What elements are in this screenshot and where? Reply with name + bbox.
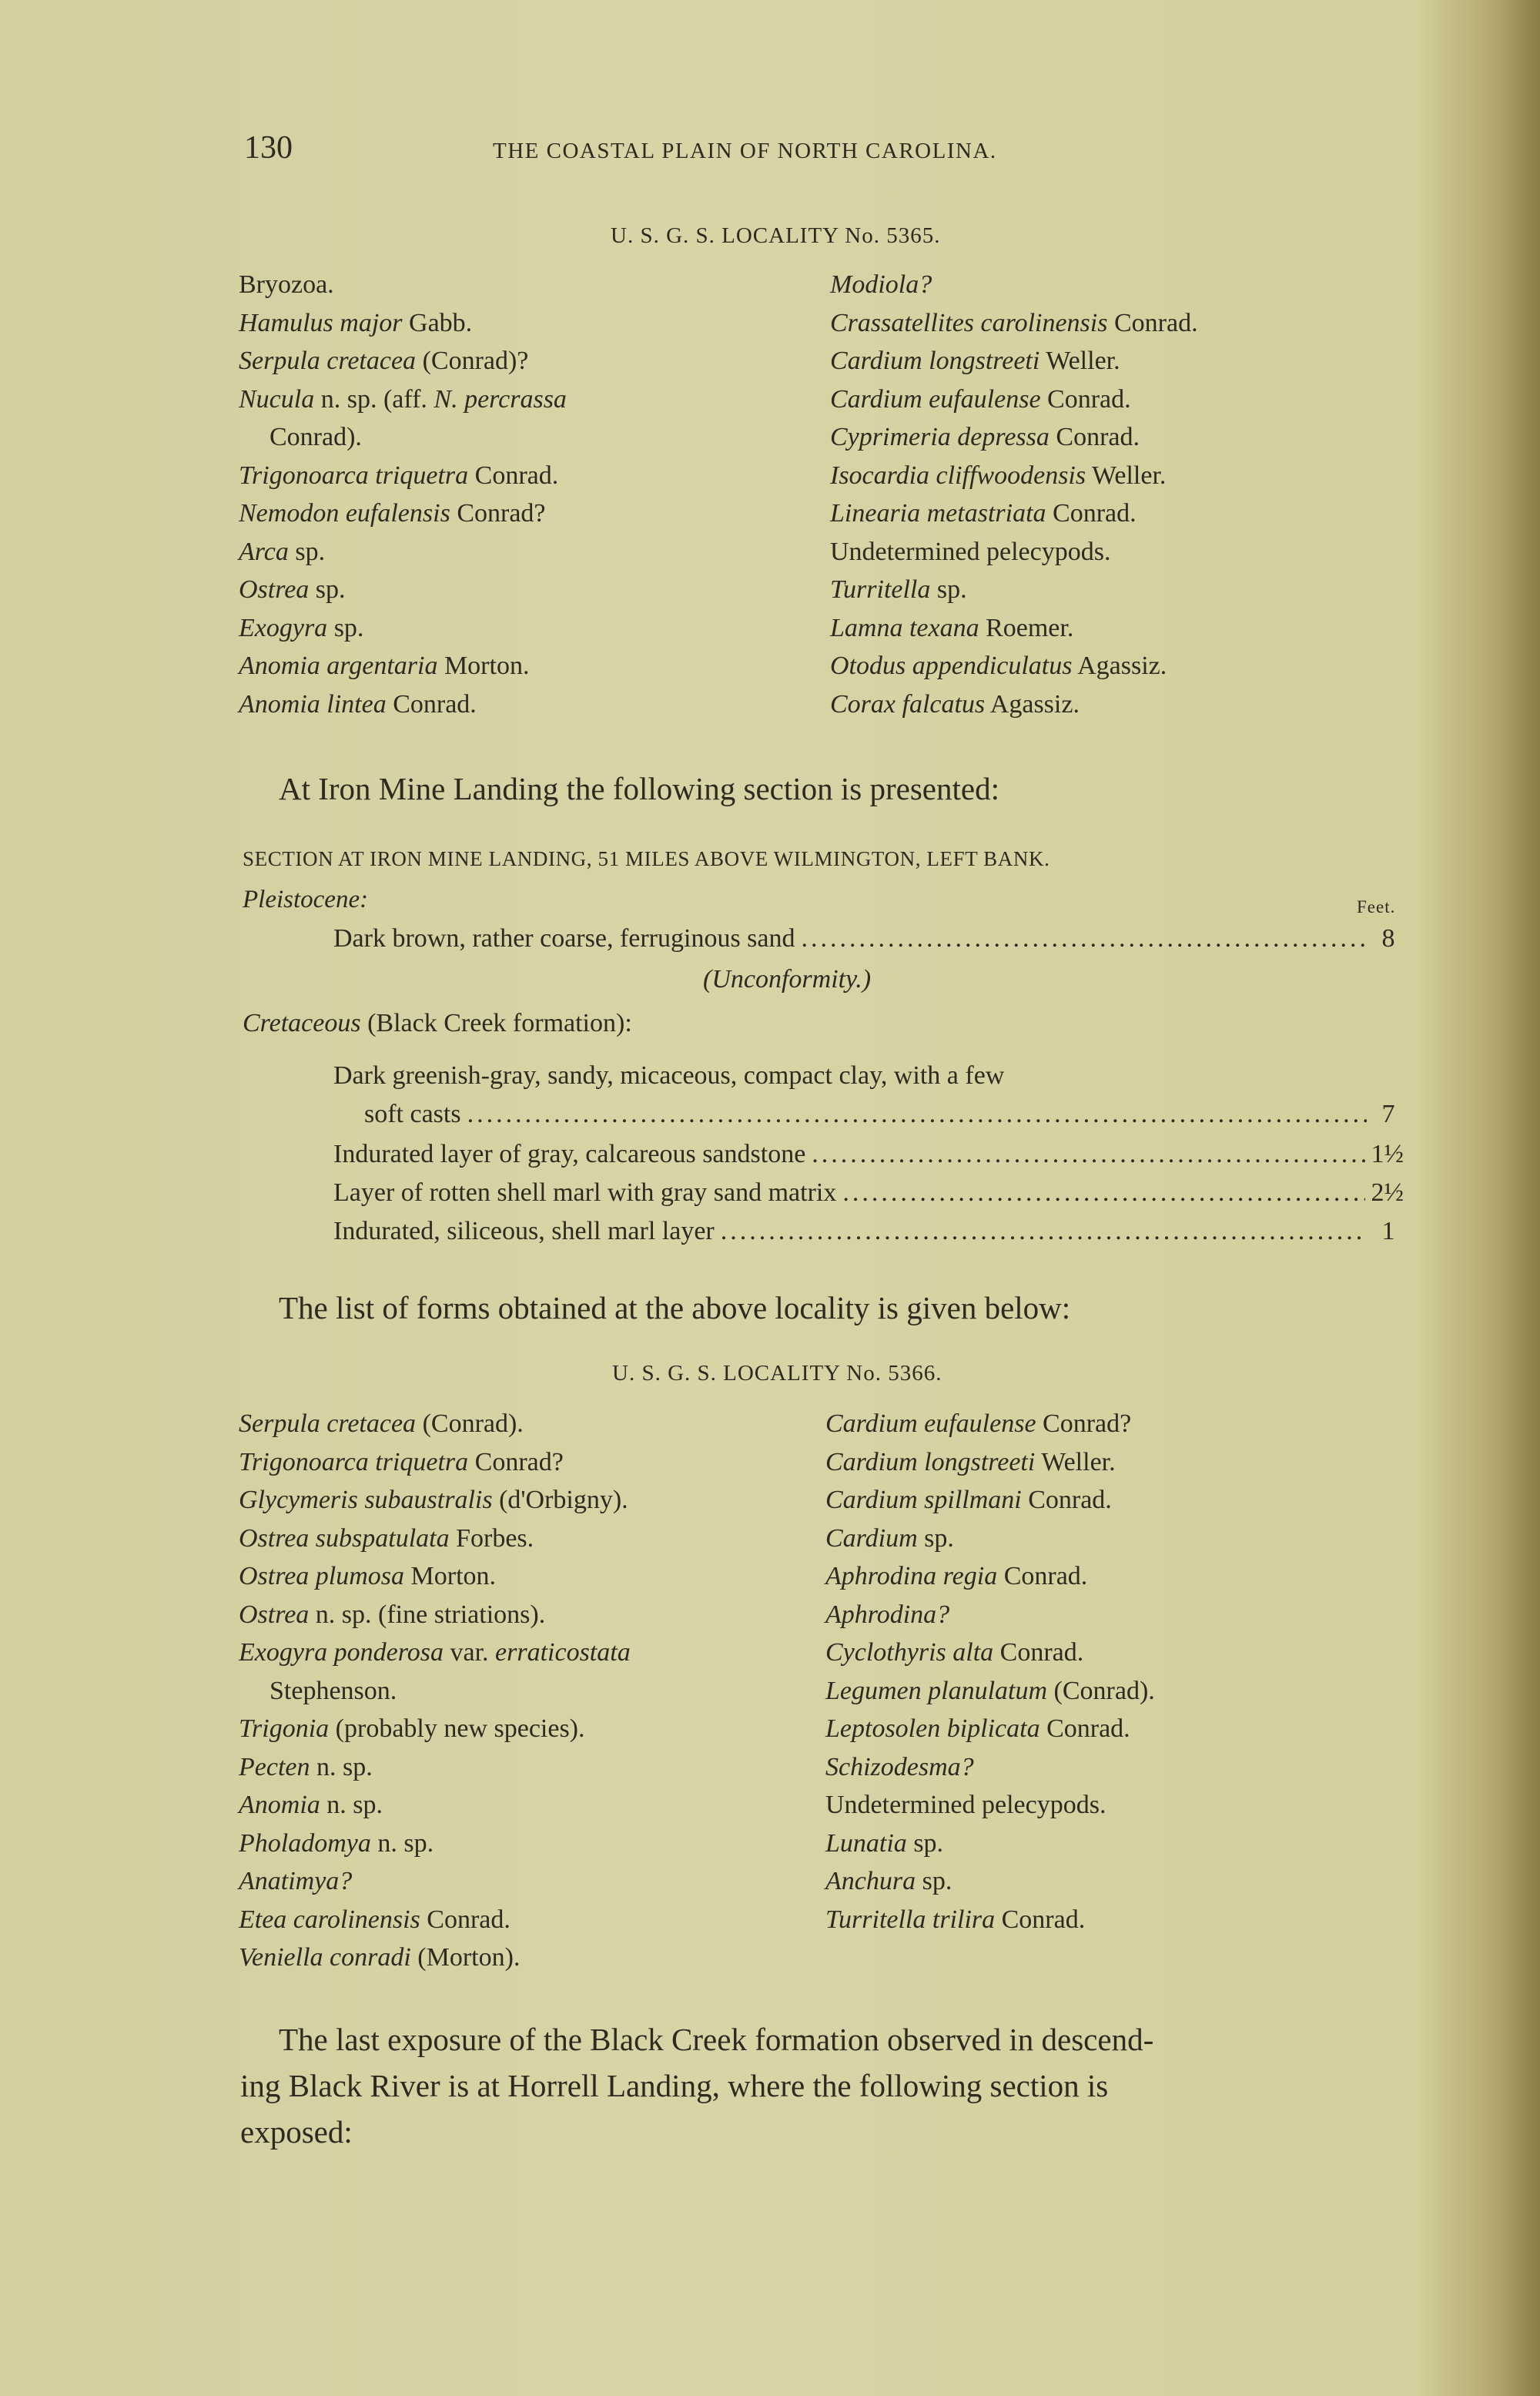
row-description: Layer of rotten shell marl with gray sand matrix [333,1178,837,1207]
species-name: Anatimya? [239,1867,353,1895]
species-entry [825,1786,1155,1825]
species-name: Ostrea subspatulata [239,1523,450,1553]
species-entry [830,647,1198,685]
species-authority: (d'Orbigny). [492,1486,628,1514]
species-authority: (Conrad). [416,1409,524,1438]
leader-dots [842,1178,1364,1208]
species-authority: n. sp. (fine striations). [309,1600,546,1629]
species-name: Cardium [825,1523,918,1553]
species-name: Modiola? [830,270,932,299]
species-authority: Weller. [1040,347,1120,375]
species-entry [830,304,1198,343]
species-name: Serpula cretacea [239,1409,417,1438]
species-authority: Conrad? [450,499,546,528]
species-name: N. percrassa [434,384,567,414]
species-name: Legumen planulatum [825,1676,1048,1705]
species-authority: Forbes. [449,1523,534,1553]
species-authority: sp. [309,575,346,604]
section-row-clay [364,1100,1404,1129]
species-entry [239,609,567,648]
species-entry [830,342,1198,380]
species-entry [239,380,567,419]
species-name: erraticostata [495,1638,631,1667]
species-entry [239,266,567,304]
species-entry [239,1634,631,1672]
species-entry [239,533,567,571]
species-entry [825,1596,1155,1634]
species-name: Crassatellites carolinensis [830,308,1108,337]
species-entry [825,1825,1155,1863]
cretaceous-formation: (Black Creek formation): [360,1009,632,1037]
species-authority: Weller. [1086,461,1167,490]
species-name: Cardium spillmani [825,1486,1022,1514]
locality-5365-left-list [239,266,567,723]
species-name: Exogyra ponderosa [239,1638,444,1667]
species-entry [239,647,567,685]
section-heading: SECTION AT IRON MINE LANDING, 51 MILES ABOVE WILMINGTON, LEFT BANK. [243,847,1050,870]
leader-dots [812,1140,1364,1169]
species-authority: Roemer. [979,613,1074,642]
species-name: Serpula cretacea [239,347,417,375]
species-name: Pecten [239,1752,310,1781]
pleistocene-label: Pleistocene: [243,886,369,913]
species-entry [830,457,1198,495]
species-authority: sp. [916,1867,952,1895]
species-authority: (Morton). [410,1943,521,1972]
species-name: Veniella conradi [239,1943,411,1972]
species-entry [825,1862,1155,1901]
species-entry [239,1481,631,1520]
species-name: Lamna texana [830,613,979,642]
species-entry [825,1520,1155,1558]
row-description: Indurated layer of gray, calcareous sandstone [333,1140,806,1168]
feet-column-label: Feet. [1357,897,1396,917]
species-entry [239,1672,631,1711]
species-entry [239,494,567,533]
species-entry [239,1596,631,1634]
species-name: Nemodon eufalensis [239,499,450,528]
species-authority: Conrad. [1040,1714,1130,1743]
species-entry [825,1443,1155,1482]
species-authority: Conrad. [1046,499,1137,528]
species-entry [239,571,567,609]
species-entry [830,418,1198,457]
species-authority: n. sp. [320,1791,383,1819]
row-description: soft casts [364,1100,461,1128]
species-entry [239,1901,631,1939]
locality-5366-right-list [825,1405,1155,1939]
leader-dots [802,924,1368,953]
species-entry [239,304,567,343]
species-authority: Conrad. [420,1905,511,1934]
row-description: Indurated, siliceous, shell marl layer [333,1217,715,1245]
species-entry [830,533,1198,571]
species-authority: sp. [930,575,967,604]
species-name: Cardium eufaulense [830,384,1041,414]
cretaceous-heading [243,1009,632,1038]
locality-5366-heading: U. S. G. S. LOCALITY No. 5366. [612,1361,942,1386]
species-name: Exogyra [239,613,328,642]
species-authority: Weller. [1035,1447,1116,1476]
species-authority: var. [443,1638,496,1667]
species-name: Ostrea plumosa [239,1562,405,1590]
section-row-clay-line1: Dark greenish-gray, sandy, micaceous, compact clay, with a few [333,1061,1005,1090]
species-entry [825,1557,1155,1596]
species-entry [239,1557,631,1596]
species-name: Aphrodina? [825,1600,950,1629]
species-entry [239,1405,631,1443]
species-authority: (probably new species). [329,1714,585,1743]
row-value: 1 [1381,1217,1395,1245]
species-authority: sp. [327,613,364,642]
paragraph-iron-mine: At Iron Mine Landing the following section is presented: [279,771,999,806]
species-entry [239,457,567,495]
species-name: Ostrea [239,575,310,604]
species-name: Trigonoarca triquetra [239,461,469,490]
species-authority: Gabb. [402,308,473,337]
species-authority: Conrad. [993,1638,1084,1667]
species-entry [825,1710,1155,1748]
species-authority: Conrad). [270,423,362,451]
paragraph-last-exposure [240,2016,1434,2155]
species-name: Leptosolen biplicata [825,1714,1040,1743]
species-authority: Conrad. [1049,423,1140,451]
species-entry [825,1634,1155,1672]
species-name: Arca [239,537,289,566]
species-name: Anomia lintea [239,689,387,719]
row-value: 7 [1381,1100,1395,1128]
species-name: Hamulus major [239,308,403,337]
paragraph-list-forms: The list of forms obtained at the above locality is given below: [279,1290,1071,1325]
species-entry [825,1481,1155,1520]
species-name: Cyclothyris alta [825,1638,994,1667]
row-value: 1½ [1371,1140,1404,1168]
species-entry [830,494,1198,533]
species-authority: Conrad. [1021,1486,1112,1514]
species-authority: sp. [917,1523,954,1553]
species-entry [239,1786,631,1825]
species-entry [830,571,1198,609]
species-name: Anchura [825,1867,916,1895]
species-name: Corax falcatus [830,689,986,719]
species-name: Turritella [830,575,931,604]
species-authority: Morton. [404,1562,497,1590]
page-number: 130 [244,130,293,166]
species-entry [239,1825,631,1863]
section-row-marl [333,1178,1404,1208]
species-entry [239,1862,631,1901]
section-row-siliceous [333,1217,1404,1246]
species-authority: Agassiz. [985,689,1080,719]
species-name: Cardium longstreeti [830,347,1040,375]
running-title: THE COASTAL PLAIN OF NORTH CAROLINA. [493,139,997,163]
species-authority: Stephenson. [270,1676,397,1705]
species-authority: Conrad? [1036,1409,1132,1438]
cretaceous-label: Cretaceous [243,1009,361,1037]
species-entry [830,266,1198,304]
species-name: Trigonoarca triquetra [239,1447,469,1476]
species-name: Etea carolinensis [239,1905,420,1934]
species-authority: Bryozoa. [239,270,334,299]
species-authority: Morton. [437,652,530,680]
species-authority: (Conrad)? [416,347,529,375]
species-name: Aphrodina regia [825,1562,998,1590]
locality-5365-right-list [830,266,1198,723]
leader-dots [721,1217,1367,1246]
species-entry [239,1520,631,1558]
row-value: 8 [1381,924,1395,953]
species-name: Cardium eufaulense [825,1409,1036,1438]
species-entry [239,1710,631,1748]
section-row-sand [333,924,1404,953]
locality-5366-left-list [239,1405,631,1977]
species-authority: n. sp. [310,1752,373,1781]
species-authority: Undetermined pelecypods. [830,537,1111,566]
species-authority: (Conrad). [1047,1676,1155,1705]
species-authority: sp. [288,537,326,566]
paragraph-line: exposed: [240,2114,353,2150]
species-name: Turritella trilira [825,1905,996,1934]
species-entry [239,1443,631,1482]
species-name: Lunatia [825,1828,907,1858]
species-name: Ostrea [239,1600,310,1629]
species-name: Glycymeris subaustralis [239,1486,493,1514]
species-authority: Undetermined pelecypods. [825,1791,1106,1819]
species-authority: Conrad. [1040,384,1131,414]
species-authority: Agassiz. [1072,652,1167,680]
row-description: Dark brown, rather coarse, ferruginous sand [333,924,795,953]
species-entry [239,685,567,724]
species-name: Pholadomya [239,1828,371,1858]
species-name: Isocardia cliffwoodensis [830,461,1086,490]
species-entry [239,342,567,380]
species-entry [239,1939,631,1977]
species-name: Linearia metastriata [830,499,1046,528]
leader-dots [467,1100,1367,1129]
species-authority: Conrad. [995,1905,1086,1934]
species-authority: Conrad. [1107,308,1198,337]
species-entry [239,1748,631,1787]
species-authority: Conrad? [468,1447,564,1476]
species-entry [830,685,1198,724]
species-authority: Conrad. [386,689,477,719]
species-authority: Conrad. [997,1562,1088,1590]
species-name: Anomia argentaria [239,652,438,680]
species-entry [825,1748,1155,1787]
paragraph-line: The last exposure of the Black Creek formation observed in descend- [279,2022,1154,2057]
species-name: Nucula [239,384,315,414]
species-name: Anomia [239,1791,320,1819]
species-name: Trigonia [239,1714,330,1743]
section-row-sandstone [333,1140,1404,1169]
species-name: Otodus appendiculatus [830,652,1073,680]
species-authority: n. sp. (aff. [314,384,434,414]
species-name: Cardium longstreeti [825,1447,1036,1476]
species-entry [825,1901,1155,1939]
species-entry [830,380,1198,419]
species-authority: sp. [906,1828,944,1858]
unconformity-note: (Unconformity.) [703,965,872,994]
species-authority: Conrad. [468,461,559,490]
locality-5365-heading: U. S. G. S. LOCALITY No. 5365. [611,223,941,248]
species-authority: n. sp. [370,1828,434,1858]
species-entry [825,1405,1155,1443]
species-entry [239,418,567,457]
species-name: Cyprimeria depressa [830,423,1050,451]
paragraph-line: ing Black River is at Horrell Landing, where the following section is [240,2068,1109,2103]
species-entry [830,609,1198,648]
species-name: Schizodesma? [825,1752,974,1781]
species-entry [825,1672,1155,1711]
row-value: 2½ [1371,1178,1404,1207]
